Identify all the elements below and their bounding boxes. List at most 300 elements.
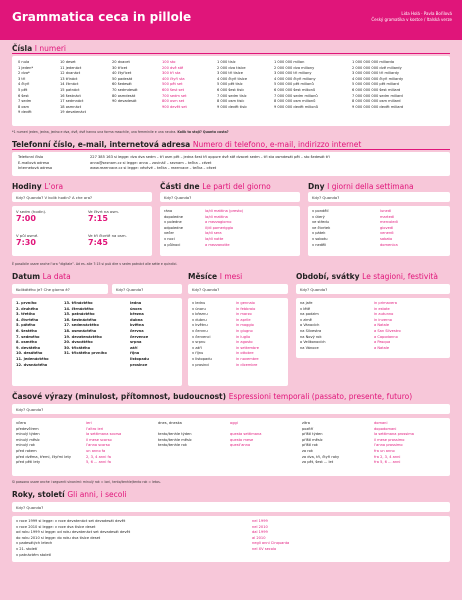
list-item: od roku 1999 si legge: od roku devatenáct set devadesát devět <box>16 530 131 535</box>
list-item: 90 devadesát <box>112 99 137 104</box>
seasons-box <box>296 298 450 358</box>
list-item: in giugno <box>236 328 253 333</box>
hour-item: Ve čtvrt na osm. 7:15 <box>88 209 120 223</box>
list-item: questa settimana <box>230 432 262 437</box>
list-item: il mese scorso <box>86 437 112 442</box>
list-item: la/di mattina <box>205 214 228 219</box>
weekdays-box <box>308 206 450 256</box>
list-item: 19. devatenáctého <box>64 334 102 339</box>
list-item: v únoru <box>192 306 206 311</box>
list-item: la settimana scorsa <box>86 432 122 437</box>
numbers-box <box>12 56 450 126</box>
list-item: října <box>130 351 140 356</box>
list-item: in maggio <box>236 323 254 328</box>
list-item: v roce 2010 si legge: v roce dva tisíce deset <box>16 524 96 529</box>
list-item: před rokem <box>16 448 37 453</box>
list-item: 5 000 000 pět milionů <box>274 82 314 87</box>
list-item: v neděli <box>312 242 327 247</box>
list-item: 8 osm <box>18 104 30 109</box>
list-item: 40 čtyřicet <box>112 71 132 76</box>
list-item: in settembre <box>236 345 259 350</box>
list-item: 14 čtrnáct <box>60 82 79 87</box>
list-item: v červenci <box>192 334 211 339</box>
list-item: 16 šestnáct <box>60 93 81 98</box>
list-item: 9. devátého <box>16 345 41 350</box>
list-item: minulý týden <box>16 432 40 437</box>
list-item: 1 000 000 milion <box>274 60 305 64</box>
list-item: tento/tenhle rok <box>158 443 187 448</box>
hour-item: V půl osmé. 7:30 <box>16 233 39 247</box>
list-item: 6 šest <box>18 93 29 98</box>
list-item: 2 000 000 dva miliony <box>274 65 315 70</box>
list-item: E-mailová adresa <box>18 160 50 165</box>
list-item: 20 dvacet <box>112 60 130 64</box>
list-item: 3 000 000 tři miliony <box>274 71 312 76</box>
hours-heading: Hodiny L’ora <box>12 182 64 191</box>
months-box <box>188 298 288 386</box>
list-item: a Pasqua <box>374 340 391 345</box>
hours-box <box>12 206 152 256</box>
hour-item: V sedm (hodin). 7:00 <box>16 209 47 223</box>
list-item: v prosinci <box>192 362 210 367</box>
dayparts-cz <box>164 209 183 248</box>
list-item: la settimana prossima <box>374 432 414 437</box>
list-item: července <box>130 334 149 339</box>
list-item: do roku 2010 si legge: do roku dva tisíce deset <box>16 535 101 540</box>
list-item: v srpnu <box>192 340 206 345</box>
seasons-it <box>374 301 401 351</box>
numbers-col-4 <box>162 60 187 110</box>
list-item: 2, 3, 4 anni fa <box>86 454 111 459</box>
dayparts-question-box <box>160 192 300 202</box>
list-item: 16. šestnáctého <box>64 317 97 322</box>
list-item: 15 patnáct <box>60 87 80 92</box>
list-item: quest’anno <box>230 443 251 448</box>
list-item: 3. třetího <box>16 312 36 317</box>
list-item: in gennaio <box>236 301 255 305</box>
list-item: domenica <box>380 242 398 247</box>
dayparts-box <box>160 206 300 256</box>
list-item: mercoledì <box>380 220 398 225</box>
list-item: v červnu <box>192 328 208 333</box>
seasons-question: Kdy? Quando? <box>300 287 328 292</box>
list-item: 11 jedenáct <box>60 65 82 70</box>
list-item: tento/tenhle měsíc <box>158 437 192 442</box>
seasons-heading: Období, svátky Le stagioni, festività <box>296 272 438 281</box>
years-box <box>12 516 450 562</box>
years-question: Kdy? Quando? <box>16 505 44 510</box>
time-expr-col-3 <box>158 421 192 460</box>
list-item: ve čtvrtek <box>312 225 331 230</box>
months-cz <box>192 301 212 368</box>
list-item: na jaře <box>300 301 313 305</box>
time-expr-col-6 <box>374 421 414 466</box>
list-item: il/di pomeriggio <box>205 225 234 230</box>
list-item: fra un anno <box>374 448 395 453</box>
list-item: la/di sera <box>205 231 222 236</box>
list-item: v padesátých letech <box>16 541 53 546</box>
list-item: 18. osmnáctého <box>64 328 97 333</box>
list-item: v říjnu <box>192 351 204 356</box>
divider <box>12 149 450 150</box>
list-item: venerdì <box>380 231 394 236</box>
list-item: v listopadu <box>192 356 212 361</box>
list-item: 400 čtyři sta <box>162 76 185 81</box>
time-expr-question: Kdy? Quando? <box>16 407 44 412</box>
list-item: za dva, tři, čtyři roky <box>302 454 340 459</box>
list-item: 1. prvního <box>16 301 37 305</box>
list-item: ledna <box>130 301 142 305</box>
list-item: 2 000 000 000 dvě miliardy <box>352 65 402 70</box>
list-item: na Silvestra <box>300 328 322 333</box>
date-question-box <box>12 284 108 294</box>
list-item: 6 000 šest tisíc <box>217 87 245 92</box>
list-item: v lednu <box>192 301 206 305</box>
list-item: předevčírem <box>16 426 39 431</box>
list-item: 17 sedmnáct <box>60 99 84 104</box>
list-item: 3 000 tři tisíce <box>217 71 243 76</box>
list-item: 5, 6 ... anni fa <box>86 460 111 465</box>
months-question: Kdy? Quando? <box>192 287 220 292</box>
phone-box <box>12 152 450 176</box>
dayparts-question: Kdy? Quando? <box>164 195 192 200</box>
list-item: 5 pět <box>18 87 28 92</box>
list-item: 800 osm set <box>162 99 185 104</box>
date-box <box>12 298 182 386</box>
list-item: in autunno <box>374 312 394 317</box>
date-question2-box <box>112 284 182 294</box>
list-item: a Natale <box>374 345 390 350</box>
list-item: la/di mattina (presto) <box>205 209 244 213</box>
list-item: a Natale <box>374 323 390 328</box>
list-item: il mese prossimo <box>374 437 405 442</box>
list-item: 3 000 000 000 tři miliardy <box>352 71 399 76</box>
list-item: 2 000 dva tisíce <box>217 65 246 70</box>
list-item: 14. čtrnáctého <box>64 306 94 311</box>
list-item: v září <box>192 345 202 350</box>
list-item: 1 jeden* <box>18 65 34 70</box>
list-item: v patnáctém století <box>16 552 51 557</box>
list-item: před dvěma, třemi, čtyřmi lety <box>16 454 72 459</box>
list-item: 0 nula <box>18 60 30 64</box>
list-item: v poledne <box>164 220 182 225</box>
list-item: 13 třináct <box>60 76 78 81</box>
hours-question: Kdy? Quando? V kolik hodin? A che ora? <box>16 195 93 200</box>
list-item: před pěti lety <box>16 460 41 465</box>
numbers-col-7 <box>352 60 403 110</box>
list-item: in inverno <box>374 317 392 322</box>
list-item: in primavera <box>374 301 397 305</box>
weekdays-heading: Dny I giorni della settimana <box>308 182 414 191</box>
list-item <box>158 455 192 461</box>
list-item: 12. dvanáctého <box>16 362 48 367</box>
list-item: 900 devět set <box>162 104 187 109</box>
list-item: dal 1999 <box>252 530 268 535</box>
list-item: l’anno scorso <box>86 443 110 448</box>
list-item: 8 000 000 osm milionů <box>274 99 316 104</box>
seasons-cz <box>300 301 326 351</box>
list-item: v létě <box>300 306 311 311</box>
list-item: února <box>130 306 142 311</box>
list-item: zítra <box>302 421 310 425</box>
list-item: minulý rok <box>16 443 36 448</box>
list-item: na Vánoce <box>300 345 319 350</box>
list-item: srpna <box>130 340 142 345</box>
time-expr-heading: Časové výrazy (minulost, přítomnost, budoucnost) Espressioni temporali (passato, presente, futuro) <box>12 392 413 401</box>
date-col-2 <box>64 301 107 357</box>
list-item: v březnu <box>192 312 208 317</box>
list-item: 200 dvě stě <box>162 65 184 70</box>
list-item: 1 000 tisíc <box>217 60 236 64</box>
months-it <box>236 301 259 368</box>
list-item: 4 000 000 čtyři miliony <box>274 76 316 81</box>
hours-note: È possibile usare anche l’ora “digitale”. Ad es. alle 7:15 si può dire v sedm patnáct alle sette e quindici. <box>12 262 178 266</box>
list-item: května <box>130 323 144 328</box>
subtitle-line: Český gramatika v kostce / Italská verze <box>371 17 452 22</box>
list-item: 30 třicet <box>112 65 128 70</box>
months-heading: Měsíce I mesi <box>188 272 243 281</box>
hour-item: Ve tři čtvrtě na osm. 7:45 <box>88 233 127 247</box>
list-item: 50 padesát <box>112 76 133 81</box>
list-item: včera <box>16 421 26 425</box>
list-item: v noci <box>164 236 175 241</box>
weekdays-question-box <box>308 192 450 202</box>
list-item: sabato <box>380 236 393 241</box>
list-item: in dicembre <box>236 362 258 367</box>
list-item: domani <box>374 421 388 425</box>
list-item: in marzo <box>236 312 252 317</box>
list-item: 4. čtvrtého <box>16 317 39 322</box>
list-item: nel 2010 <box>252 524 268 529</box>
list-item: lunedì <box>380 209 392 213</box>
list-item: 9 devět <box>18 110 32 115</box>
numbers-col-1 <box>18 60 33 116</box>
list-item: in febbraio <box>236 306 256 311</box>
list-item: Internetová adresa <box>18 166 53 171</box>
years-it <box>252 519 289 553</box>
list-item: 700 sedm set <box>162 93 187 98</box>
list-item: in luglio <box>236 334 251 339</box>
list-item: 6 000 000 000 šest miliard <box>352 87 401 92</box>
list-item: 7. sedmého <box>16 334 40 339</box>
list-item: nel 1999 <box>252 519 268 523</box>
page-title: Grammatica ceca in pillole <box>12 10 192 24</box>
phone-heading: Telefonní číslo, e-mail, internetová adresa Numero di telefono, e-mail, indirizzo internet <box>12 140 362 149</box>
list-item: 227 385 163 si legge: dva dva sedm – tři osm pět – jedna šest tři oppure dvě stě dvacet sedm – tři sta osmdesát pět – sto šedesát tři <box>90 155 330 159</box>
years-heading: Roky, století Gli anni, i secoli <box>12 490 127 499</box>
list-item: dubna <box>130 317 143 322</box>
list-item: v sobotu <box>312 236 328 241</box>
list-item: 60 šedesát <box>112 82 132 87</box>
list-item: negli anni Cinquanta <box>252 541 290 546</box>
numbers-col-2 <box>60 60 86 116</box>
numbers-col-5 <box>217 60 247 110</box>
date-question-2: Kdy? Quando? <box>116 287 144 292</box>
list-item: 3 tři <box>18 76 26 81</box>
list-item: anna@seznam.cz si legge: anna – zavináč – seznam – tečka – cézet <box>90 160 212 165</box>
list-item: o Vánocích <box>300 323 320 328</box>
list-item: v dubnu <box>192 317 207 322</box>
list-item: 6 000 000 šest milionů <box>274 87 316 92</box>
list-item: in ottobre <box>236 351 254 356</box>
numbers-footnote: *1 numeri jeden, jedna, jedno e dva, dvě, dvě hanno una forma maschile, una femminile e una neutra. Kolik to stojí? Quanto costa? <box>12 130 229 134</box>
list-item: martedì <box>380 214 395 219</box>
list-item: a Capodanno <box>374 334 398 339</box>
list-item: prosince <box>130 362 148 367</box>
list-item: odpoledne <box>164 225 183 230</box>
list-item: 13. třináctého <box>64 301 93 305</box>
list-item: in agosto <box>236 340 253 345</box>
list-item: příští rok <box>302 443 318 448</box>
list-item: l’anno prossimo <box>374 443 403 448</box>
list-item: giovedì <box>380 225 394 230</box>
list-item: 8. osmého <box>16 340 37 345</box>
list-item: 8 000 osm tisíc <box>217 99 245 104</box>
author-line: Lida Holá · Pavla Bořilová <box>401 11 452 16</box>
list-item: questo mese <box>230 437 254 442</box>
list-item: za pět, šest ... let <box>302 460 334 465</box>
list-item: 4 čtyři <box>18 82 30 87</box>
list-item: 9 000 devět tisíc <box>217 104 248 109</box>
list-item: 1 000 000 000 miliarda <box>352 60 395 64</box>
list-item: a mezzogiorno <box>205 220 232 225</box>
list-item: dnes, dneska <box>158 421 182 425</box>
time-expr-col-5 <box>302 421 339 466</box>
list-item: a San Silvestro <box>374 328 401 333</box>
date-question: Kolikátého je? Che giorno è? <box>16 287 70 292</box>
list-item: 11. jedenáctého <box>16 356 49 361</box>
list-item: 17. sedmnáctého <box>64 323 99 328</box>
list-item: fra 5, 6 ... anni <box>374 460 401 465</box>
list-item: pozítří <box>302 426 314 431</box>
list-item: 30. třicátého <box>64 345 91 350</box>
list-item: 7 000 000 sedm milionů <box>274 93 318 98</box>
time-expr-note: Si possono usare anche i seguenti sinonimi: minulý rok = loni, tento/tenhle/tento rok = letos. <box>12 480 161 484</box>
phone-values <box>90 155 330 172</box>
list-item: nel XV secolo <box>252 546 277 551</box>
list-item: 600 šest set <box>162 87 185 92</box>
list-item: 80 osmdesát <box>112 93 136 98</box>
date-col-3 <box>130 301 149 368</box>
list-item: 300 tři sta <box>162 71 181 76</box>
authors <box>371 11 452 23</box>
page-header <box>0 0 462 40</box>
list-item: 12 dvanáct <box>60 71 81 76</box>
list-item: 8 000 000 000 osm miliard <box>352 99 401 104</box>
months-question-box <box>188 284 288 294</box>
time-expr-col-1 <box>16 421 71 466</box>
list-item: www.rezervace.cz si legge: vévévé – tečka – rezervace – tečka – cézet <box>90 166 217 171</box>
list-item: la/di notte <box>205 236 224 241</box>
numbers-col-6 <box>274 60 318 110</box>
list-item: fra 2, 3, 4 anni <box>374 454 401 459</box>
list-item: 9 000 000 devět milionů <box>274 104 319 109</box>
time-expr-col-4 <box>230 421 261 449</box>
date-heading: Datum La data <box>12 272 71 281</box>
time-expr-col-2 <box>86 421 121 466</box>
list-item: příští měsíc <box>302 437 323 442</box>
time-expr-question-box <box>12 404 450 414</box>
list-item: 9 000 000 000 devět miliard <box>352 104 404 109</box>
list-item: 18 osmnáct <box>60 104 82 109</box>
numbers-col-3 <box>112 60 138 105</box>
list-item: na Nový rok <box>300 334 322 339</box>
weekdays-it <box>380 209 398 248</box>
list-item: listopadu <box>130 356 149 361</box>
list-item: za rok <box>302 448 313 453</box>
list-item: příští týden <box>302 432 323 437</box>
list-item: l’altro ieri <box>86 426 104 431</box>
list-item: a mezzanotte <box>205 242 230 247</box>
list-item: in novembre <box>236 356 259 361</box>
weekdays-question: Kdy? Quando? <box>312 195 340 200</box>
list-item: 5 000 000 000 pět miliard <box>352 82 399 87</box>
list-item: 2 dva* <box>18 71 30 76</box>
list-item: 5. pátého <box>16 323 36 328</box>
list-item: dopoledne <box>164 214 183 219</box>
list-item: v úterý <box>312 214 325 219</box>
list-item: 5 000 pět tisíc <box>217 82 243 87</box>
list-item: un anno fa <box>86 448 106 453</box>
list-item: 4 000 000 000 čtyři miliardy <box>352 76 404 81</box>
divider <box>12 53 450 54</box>
list-item: in estate <box>374 306 390 311</box>
list-item: dopodomani <box>374 426 397 431</box>
phone-labels <box>18 155 52 172</box>
years-question-box <box>12 502 450 512</box>
list-item: v květnu <box>192 323 208 328</box>
list-item: Telefonní číslo <box>18 155 44 159</box>
seasons-question-box <box>296 284 450 294</box>
list-item: ve středu <box>312 220 329 225</box>
list-item: 500 pět set <box>162 82 183 87</box>
list-item: v pondělí <box>312 209 329 213</box>
list-item: večer <box>164 231 175 236</box>
list-item: na podzim <box>300 312 319 317</box>
list-item: 10. desátého <box>16 351 43 356</box>
list-item: v 21. století <box>16 546 38 551</box>
weekdays-cz <box>312 209 330 248</box>
dayparts-it <box>205 209 243 248</box>
list-item: 70 sedmdesát <box>112 87 138 92</box>
list-item: září <box>130 345 138 350</box>
list-item: al 2010 <box>252 535 266 540</box>
list-item: 15. patnáctého <box>64 312 95 317</box>
list-item: v zimě <box>300 317 312 322</box>
list-item: 2. druhého <box>16 306 39 311</box>
years-cz <box>16 519 130 558</box>
list-item: 7 sedm <box>18 99 32 104</box>
list-item: 10 deset <box>60 60 76 64</box>
list-item: o půlnoci <box>164 242 181 247</box>
list-item: 19 devatenáct <box>60 110 87 115</box>
list-item: v pátek <box>312 231 326 236</box>
list-item: oggi <box>230 421 238 425</box>
list-item: 20. dvacátého <box>64 340 93 345</box>
list-item: ráno <box>164 209 173 213</box>
list-item: o Velikonocích <box>300 340 326 345</box>
dayparts-heading: Části dne Le parti del giorno <box>160 182 271 191</box>
list-item: ieri <box>86 421 92 425</box>
list-item: 7 000 000 000 sedm miliard <box>352 93 403 98</box>
list-item: března <box>130 312 144 317</box>
list-item: 31. třicátého prvního <box>64 351 107 356</box>
list-item: minulý měsíc <box>16 437 40 442</box>
list-item: in aprile <box>236 317 251 322</box>
list-item: 4 000 čtyři tisíce <box>217 76 248 81</box>
time-expr-box <box>12 418 450 476</box>
numbers-heading: Čísla I numeri <box>12 44 66 53</box>
